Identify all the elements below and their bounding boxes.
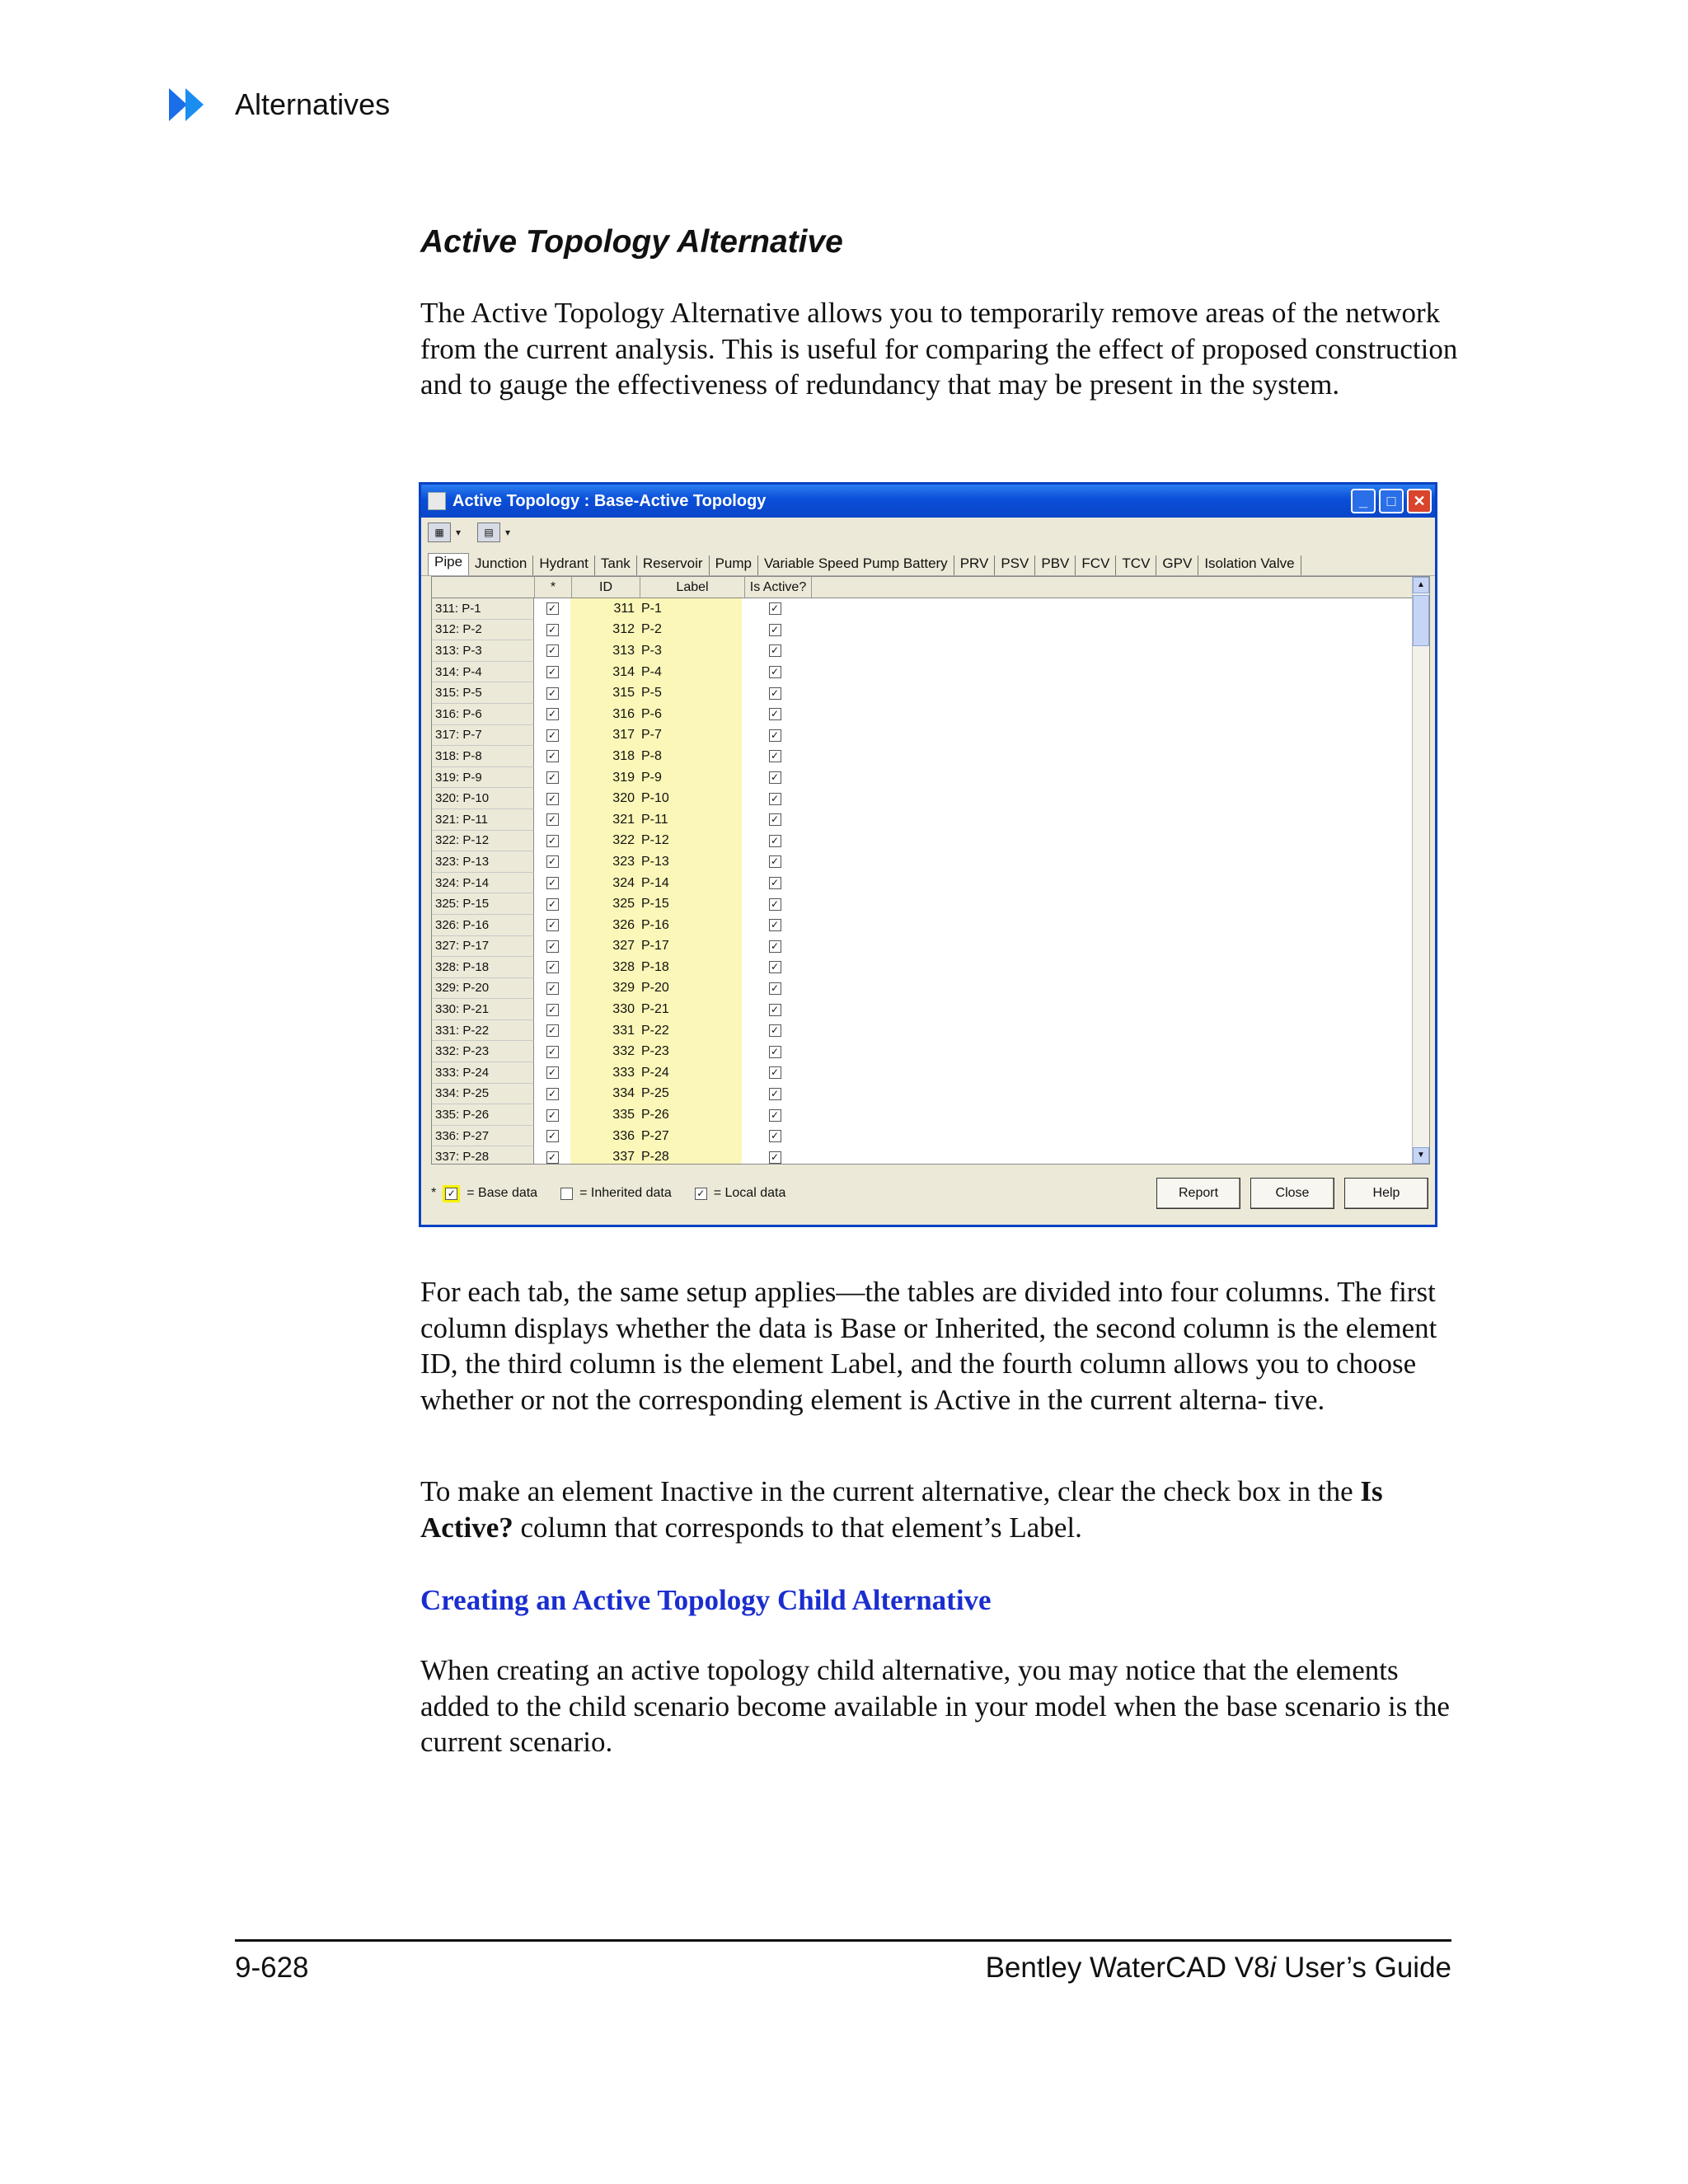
table-row — [432, 978, 1429, 1000]
base-data-cell — [534, 767, 570, 789]
inactive-paragraph — [420, 1474, 1459, 1545]
label-cell: P-22 — [638, 1020, 742, 1042]
legend-asterisk: * — [431, 1186, 437, 1200]
minimize-button[interactable]: _ — [1351, 489, 1376, 513]
label-cell: P-10 — [638, 788, 742, 809]
id-cell: 325 — [570, 893, 638, 915]
base-data-cell — [534, 682, 570, 704]
checkbox-icon: ✓ — [546, 940, 559, 953]
tab-variable-speed-pump-battery[interactable]: Variable Speed Pump Battery — [758, 555, 954, 575]
is-active-checkbox[interactable]: ✓ — [769, 750, 781, 762]
tab-pbv[interactable]: PBV — [1035, 555, 1076, 575]
base-data-cell — [534, 915, 570, 936]
label-cell: P-16 — [638, 915, 742, 936]
label-cell: P-15 — [638, 893, 742, 915]
dialog-titlebar — [421, 485, 1435, 518]
checkbox-icon: ✓ — [445, 1188, 457, 1200]
row-header[interactable]: 330: P-21 — [432, 999, 534, 1020]
is-active-cell[interactable] — [742, 809, 808, 831]
is-active-checkbox[interactable]: ✓ — [769, 877, 781, 889]
base-data-cell — [534, 1126, 570, 1147]
label-cell: P-24 — [638, 1062, 742, 1084]
id-cell: 311 — [570, 598, 638, 620]
table-row — [432, 682, 1429, 704]
is-active-cell[interactable] — [742, 1062, 808, 1084]
table-row — [432, 999, 1429, 1020]
inactive-text-post: column that corresponds to that element’s Label. — [513, 1511, 1082, 1544]
checkbox-icon: ✓ — [546, 708, 559, 720]
is-active-checkbox[interactable]: ✓ — [769, 687, 781, 700]
child-alternative-paragraph: When creating an active topology child alternative, you may notice that the elements added to the child scenario become available in your model when the base scenario is the current scenario. — [420, 1654, 1450, 1758]
label-cell: P-2 — [638, 620, 742, 641]
base-data-cell — [534, 1062, 570, 1084]
table-row — [432, 1062, 1429, 1084]
col-is-active[interactable]: Is Active? — [745, 577, 812, 598]
table-row — [432, 1146, 1429, 1165]
id-cell: 326 — [570, 915, 638, 936]
tab-junction[interactable]: Junction — [469, 555, 533, 575]
topology-table — [431, 576, 1430, 1165]
dialog-title: Active Topology : Base-Active Topology — [452, 491, 767, 510]
base-data-cell — [534, 725, 570, 747]
table-row — [432, 662, 1429, 683]
id-cell: 333 — [570, 1062, 638, 1084]
checkbox-icon: ✓ — [546, 1130, 559, 1142]
maximize-button[interactable]: □ — [1379, 489, 1404, 513]
filter-icon[interactable]: ▤ — [477, 523, 500, 542]
legend-local — [695, 1186, 786, 1201]
subheading: Creating an Active Topology Child Alternative — [420, 1584, 992, 1616]
table-row — [432, 725, 1429, 747]
base-data-cell — [534, 620, 570, 641]
is-active-checkbox[interactable]: ✓ — [769, 919, 781, 931]
id-cell: 319 — [570, 767, 638, 789]
base-data-cell — [534, 598, 570, 620]
base-data-cell — [534, 1104, 570, 1126]
id-cell: 335 — [570, 1104, 638, 1126]
row-header[interactable]: 319: P-9 — [432, 767, 534, 789]
tab-hydrant[interactable]: Hydrant — [533, 555, 595, 575]
row-header[interactable]: 321: P-11 — [432, 809, 534, 831]
checkbox-icon: ✓ — [546, 1004, 559, 1016]
table-body — [432, 598, 1429, 1165]
checkbox-icon: ✓ — [546, 1024, 559, 1037]
label-cell: P-25 — [638, 1084, 742, 1105]
checkbox-icon: ✓ — [546, 961, 559, 973]
is-active-cell[interactable] — [742, 915, 808, 936]
id-cell: 327 — [570, 936, 638, 958]
id-cell: 328 — [570, 957, 638, 978]
element-tabs — [421, 547, 1435, 576]
is-active-checkbox[interactable]: ✓ — [769, 982, 781, 995]
is-active-checkbox[interactable]: ✓ — [769, 813, 781, 826]
scroll-thumb[interactable] — [1413, 595, 1429, 646]
label-cell: P-9 — [638, 767, 742, 789]
is-active-cell[interactable] — [742, 1146, 808, 1165]
guide-title-i: i — [1269, 1952, 1277, 1984]
row-header[interactable]: 329: P-20 — [432, 978, 534, 1000]
id-cell: 317 — [570, 725, 638, 747]
label-cell: P-13 — [638, 851, 742, 873]
inactive-text-pre: To make an element Inactive in the current alternative, clear the check box in the — [420, 1475, 1361, 1507]
row-header[interactable]: 318: P-8 — [432, 746, 534, 767]
is-active-checkbox[interactable]: ✓ — [769, 1088, 781, 1100]
is-active-cell[interactable] — [742, 788, 808, 809]
col-label[interactable]: Label — [640, 577, 745, 598]
checkbox-icon: ✓ — [546, 1046, 559, 1058]
base-data-cell — [534, 1041, 570, 1062]
is-active-cell[interactable] — [742, 893, 808, 915]
label-cell: P-27 — [638, 1126, 742, 1147]
row-header[interactable]: 335: P-26 — [432, 1104, 534, 1126]
vertical-scrollbar[interactable] — [1412, 577, 1429, 1164]
checkbox-icon: ✓ — [546, 1066, 559, 1079]
label-cell: P-4 — [638, 662, 742, 683]
id-cell: 330 — [570, 999, 638, 1020]
table-row — [432, 831, 1429, 852]
legend-base-label: = Base data — [467, 1186, 538, 1200]
id-cell: 337 — [570, 1146, 638, 1165]
label-cell: P-17 — [638, 936, 742, 958]
is-active-checkbox[interactable]: ✓ — [769, 1066, 781, 1079]
is-active-cell[interactable] — [742, 999, 808, 1020]
base-data-cell — [534, 851, 570, 873]
page-heading: Active Topology Alternative — [420, 224, 843, 260]
is-active-cell[interactable] — [742, 936, 808, 958]
is-active-checkbox[interactable]: ✓ — [769, 961, 781, 973]
base-data-cell — [534, 1020, 570, 1042]
is-active-cell[interactable] — [742, 746, 808, 767]
base-data-cell — [534, 978, 570, 1000]
id-cell: 320 — [570, 788, 638, 809]
checkbox-icon: ✓ — [546, 750, 559, 762]
id-cell: 315 — [570, 682, 638, 704]
label-cell: P-28 — [638, 1146, 742, 1165]
is-active-cell[interactable] — [742, 620, 808, 641]
is-active-checkbox[interactable]: ✓ — [769, 624, 781, 636]
label-cell: P-5 — [638, 682, 742, 704]
is-active-checkbox[interactable]: ✓ — [769, 1004, 781, 1016]
running-header — [169, 86, 390, 124]
tab-pump[interactable]: Pump — [710, 555, 758, 575]
close-window-button[interactable]: ✕ — [1407, 489, 1432, 513]
is-active-checkbox[interactable]: ✓ — [769, 644, 781, 657]
row-header-col — [432, 577, 535, 598]
guide-title-post: User’s Guide — [1276, 1952, 1451, 1984]
label-cell: P-18 — [638, 957, 742, 978]
checkbox-icon: ✓ — [546, 855, 559, 868]
empty-checkbox-icon — [560, 1188, 573, 1200]
table-row — [432, 640, 1429, 662]
checkbox-icon: ✓ — [546, 1088, 559, 1100]
checkbox-icon: ✓ — [546, 666, 559, 678]
checkbox-icon: ✓ — [546, 835, 559, 847]
row-header[interactable]: 337: P-28 — [432, 1146, 534, 1165]
row-header[interactable]: 326: P-16 — [432, 915, 534, 936]
close-button[interactable]: Close — [1250, 1178, 1334, 1209]
is-active-checkbox[interactable]: ✓ — [769, 666, 781, 678]
base-data-cell — [534, 831, 570, 852]
is-active-cell[interactable] — [742, 831, 808, 852]
chevron-down-icon[interactable]: ▾ — [505, 527, 511, 538]
base-data-cell — [534, 999, 570, 1020]
is-active-cell[interactable] — [742, 1020, 808, 1042]
row-header[interactable]: 313: P-3 — [432, 640, 534, 662]
table-row — [432, 851, 1429, 873]
is-active-checkbox[interactable]: ✓ — [769, 602, 781, 615]
table-row — [432, 915, 1429, 936]
columns-paragraph: For each tab, the same setup applies—the tables are divided into four columns. The first column displays whether the data is Base or Inherited, the second column is the element ID, the third column is the element Label, and the fourth column allows you to choose whether or not the corresponding element is Active in the current alterna- tive. — [420, 1276, 1437, 1416]
id-cell: 314 — [570, 662, 638, 683]
is-active-checkbox[interactable]: ✓ — [769, 1151, 781, 1164]
table-row — [432, 893, 1429, 915]
page-number: 9-628 — [235, 1952, 309, 1984]
label-cell: P-21 — [638, 999, 742, 1020]
checkbox-icon: ✓ — [546, 982, 559, 995]
is-active-cell[interactable] — [742, 957, 808, 978]
id-cell: 323 — [570, 851, 638, 873]
is-active-cell[interactable] — [742, 704, 808, 725]
table-row — [432, 620, 1429, 641]
id-cell: 318 — [570, 746, 638, 767]
is-active-cell[interactable] — [742, 1084, 808, 1105]
table-row — [432, 957, 1429, 978]
table-row — [432, 873, 1429, 894]
is-active-cell[interactable] — [742, 767, 808, 789]
label-cell: P-11 — [638, 809, 742, 831]
row-header[interactable]: 320: P-10 — [432, 788, 534, 809]
id-cell: 334 — [570, 1084, 638, 1105]
row-header[interactable]: 331: P-22 — [432, 1020, 534, 1042]
id-cell: 329 — [570, 978, 638, 1000]
table-row — [432, 788, 1429, 809]
is-active-cell[interactable] — [742, 725, 808, 747]
is-active-checkbox[interactable]: ✓ — [769, 708, 781, 720]
base-data-cell — [534, 1146, 570, 1165]
table-row — [432, 1104, 1429, 1126]
footer-rule — [235, 1939, 1451, 1942]
base-data-cell — [534, 936, 570, 958]
is-active-cell[interactable] — [742, 682, 808, 704]
id-cell: 324 — [570, 873, 638, 894]
row-header[interactable]: 328: P-18 — [432, 957, 534, 978]
row-header[interactable]: 333: P-24 — [432, 1062, 534, 1084]
is-active-checkbox[interactable]: ✓ — [769, 1109, 781, 1122]
row-header[interactable]: 317: P-7 — [432, 725, 534, 747]
base-data-cell — [534, 873, 570, 894]
label-cell: P-20 — [638, 978, 742, 1000]
scroll-up-icon[interactable]: ▲ — [1413, 577, 1429, 593]
checkbox-icon: ✓ — [546, 644, 559, 657]
is-active-cell[interactable] — [742, 851, 808, 873]
is-active-checkbox[interactable]: ✓ — [769, 855, 781, 868]
checkbox-icon: ✓ — [546, 877, 559, 889]
scroll-down-icon[interactable]: ▼ — [1413, 1147, 1429, 1164]
base-data-cell — [534, 746, 570, 767]
checkbox-icon: ✓ — [546, 813, 559, 826]
checkbox-icon: ✓ — [546, 1109, 559, 1122]
is-active-cell[interactable] — [742, 1104, 808, 1126]
id-cell: 321 — [570, 809, 638, 831]
checkbox-icon: ✓ — [546, 729, 559, 742]
row-header[interactable]: 315: P-5 — [432, 682, 534, 704]
table-row — [432, 1126, 1429, 1147]
row-header[interactable]: 314: P-4 — [432, 662, 534, 683]
row-header[interactable]: 316: P-6 — [432, 704, 534, 725]
is-active-checkbox[interactable]: ✓ — [769, 1024, 781, 1037]
dialog-footer — [431, 1175, 1428, 1212]
row-header[interactable]: 325: P-15 — [432, 893, 534, 915]
checkbox-icon: ✓ — [695, 1188, 707, 1200]
id-cell: 312 — [570, 620, 638, 641]
base-data-cell — [534, 640, 570, 662]
row-header[interactable]: 327: P-17 — [432, 936, 534, 958]
base-data-cell — [534, 893, 570, 915]
id-cell: 322 — [570, 831, 638, 852]
table-row — [432, 767, 1429, 789]
table-row — [432, 746, 1429, 767]
is-active-cell[interactable] — [742, 1041, 808, 1062]
base-data-cell — [534, 809, 570, 831]
app-icon — [428, 492, 446, 510]
checkbox-icon: ✓ — [546, 771, 559, 784]
is-active-cell[interactable] — [742, 598, 808, 620]
is-active-cell[interactable] — [742, 978, 808, 1000]
label-cell: P-1 — [638, 598, 742, 620]
active-topology-dialog — [419, 482, 1437, 1227]
table-header — [432, 577, 1429, 598]
checkbox-icon: ✓ — [546, 898, 559, 911]
guide-title — [986, 1952, 1451, 1985]
is-active-checkbox[interactable]: ✓ — [769, 898, 781, 911]
legend-inherited-label: = Inherited data — [579, 1186, 672, 1200]
row-header[interactable]: 312: P-2 — [432, 620, 534, 641]
report-button[interactable]: Report — [1156, 1178, 1240, 1209]
help-button[interactable]: Help — [1344, 1178, 1428, 1209]
id-cell: 332 — [570, 1041, 638, 1062]
select-icon[interactable]: ▦ — [428, 523, 451, 542]
row-header[interactable]: 336: P-27 — [432, 1126, 534, 1147]
tab-fcv[interactable]: FCV — [1076, 555, 1116, 575]
is-active-checkbox[interactable]: ✓ — [769, 793, 781, 805]
table-row — [432, 809, 1429, 831]
chevron-down-icon[interactable]: ▾ — [456, 527, 462, 538]
checkbox-icon: ✓ — [546, 602, 559, 615]
is-active-checkbox[interactable]: ✓ — [769, 940, 781, 953]
table-row — [432, 598, 1429, 620]
id-cell: 316 — [570, 704, 638, 725]
table-row — [432, 1084, 1429, 1105]
label-cell: P-26 — [638, 1104, 742, 1126]
is-active-cell[interactable] — [742, 873, 808, 894]
id-cell: 313 — [570, 640, 638, 662]
tab-gpv[interactable]: GPV — [1156, 555, 1198, 575]
is-active-checkbox[interactable]: ✓ — [769, 835, 781, 847]
row-header[interactable]: 332: P-23 — [432, 1041, 534, 1062]
is-active-cell[interactable] — [742, 1126, 808, 1147]
checkbox-icon: ✓ — [546, 919, 559, 931]
id-cell: 331 — [570, 1020, 638, 1042]
double-arrow-icon — [169, 87, 222, 123]
tab-reservoir[interactable]: Reservoir — [637, 555, 710, 575]
col-id[interactable]: ID — [572, 577, 640, 598]
row-header[interactable]: 324: P-14 — [432, 873, 534, 894]
checkbox-icon: ✓ — [546, 1151, 559, 1164]
row-header[interactable]: 311: P-1 — [432, 598, 534, 620]
dialog-toolbar — [421, 518, 1435, 547]
is-active-checkbox[interactable]: ✓ — [769, 771, 781, 784]
is-active-checkbox[interactable]: ✓ — [769, 729, 781, 742]
label-cell: P-7 — [638, 725, 742, 747]
intro-paragraph: The Active Topology Alternative allows you to temporarily remove areas of the network from the current analysis. This is useful for comparing the effect of proposed construction and to gauge the effectiveness of redundancy that may be present in the system. — [420, 297, 1458, 401]
tab-psv[interactable]: PSV — [995, 555, 1035, 575]
base-data-swatch — [443, 1185, 460, 1202]
col-base[interactable]: * — [535, 577, 572, 598]
base-data-cell — [534, 662, 570, 683]
tab-isolation-valve[interactable]: Isolation Valve — [1198, 555, 1301, 575]
legend-base — [431, 1185, 537, 1202]
id-cell: 336 — [570, 1126, 638, 1147]
section-title: Alternatives — [235, 87, 391, 121]
table-row — [432, 1041, 1429, 1062]
checkbox-icon: ✓ — [546, 793, 559, 805]
is-active-cell[interactable] — [742, 662, 808, 683]
base-data-cell — [534, 957, 570, 978]
base-data-cell — [534, 704, 570, 725]
row-header[interactable]: 322: P-12 — [432, 831, 534, 852]
checkbox-icon: ✓ — [546, 624, 559, 636]
is-active-cell[interactable] — [742, 640, 808, 662]
legend-inherited — [560, 1186, 672, 1201]
checkbox-icon: ✓ — [546, 687, 559, 700]
row-header[interactable]: 334: P-25 — [432, 1084, 534, 1105]
tab-pipe[interactable]: Pipe — [428, 553, 469, 575]
tab-prv[interactable]: PRV — [954, 555, 996, 575]
tab-tcv[interactable]: TCV — [1116, 555, 1156, 575]
label-cell: P-6 — [638, 704, 742, 725]
row-header[interactable]: 323: P-13 — [432, 851, 534, 873]
legend-local-label: = Local data — [713, 1186, 786, 1200]
label-cell: P-8 — [638, 746, 742, 767]
table-row — [432, 936, 1429, 958]
is-active-term: Is Active? — [420, 1475, 1383, 1544]
label-cell: P-12 — [638, 831, 742, 852]
label-cell: P-14 — [638, 873, 742, 894]
guide-title-pre: Bentley WaterCAD V8 — [985, 1952, 1270, 1984]
is-active-checkbox[interactable]: ✓ — [769, 1046, 781, 1058]
is-active-checkbox[interactable]: ✓ — [769, 1130, 781, 1142]
table-row — [432, 704, 1429, 725]
tab-tank[interactable]: Tank — [595, 555, 637, 575]
base-data-cell — [534, 788, 570, 809]
base-data-cell — [534, 1084, 570, 1105]
label-cell: P-3 — [638, 640, 742, 662]
table-row — [432, 1020, 1429, 1042]
label-cell: P-23 — [638, 1041, 742, 1062]
